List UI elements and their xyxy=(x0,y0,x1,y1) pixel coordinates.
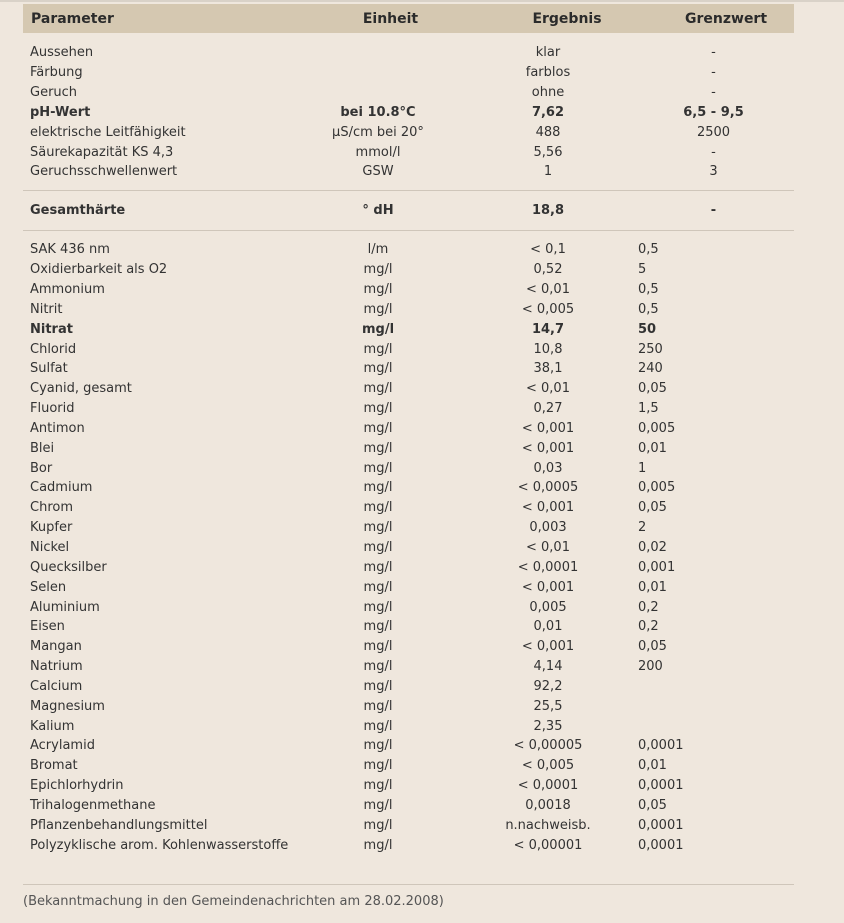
cell-einheit: mg/l xyxy=(363,599,393,615)
cell-grenzwert: 0,0001 xyxy=(638,738,684,754)
cell-parameter: Antimon xyxy=(30,420,85,436)
cell-ergebnis: 1 xyxy=(543,164,553,180)
cell-ergebnis: 18,8 xyxy=(531,203,565,219)
cell-grenzwert: 0,01 xyxy=(638,579,667,595)
table-row xyxy=(23,122,794,142)
cell-einheit: mg/l xyxy=(363,738,393,754)
cell-grenzwert: 2 xyxy=(638,520,647,536)
cell-einheit: mg/l xyxy=(363,579,393,595)
cell-parameter: Acrylamid xyxy=(30,738,95,754)
cell-parameter: Magnesium xyxy=(30,698,105,714)
cell-grenzwert: 0,05 xyxy=(638,500,667,516)
table-row xyxy=(23,835,794,855)
cell-ergebnis: < 0,005 xyxy=(521,758,575,774)
cell-ergebnis: 0,03 xyxy=(533,460,563,476)
cell-einheit: mg/l xyxy=(363,659,393,675)
cell-einheit: mg/l xyxy=(363,381,393,397)
table-row xyxy=(23,577,794,597)
table-row xyxy=(23,796,794,816)
cell-einheit: mg/l xyxy=(363,758,393,774)
table-row xyxy=(23,142,794,162)
cell-ergebnis: < 0,001 xyxy=(521,579,575,595)
cell-grenzwert: 0,0001 xyxy=(638,817,684,833)
cell-grenzwert: - xyxy=(711,144,716,160)
cell-ergebnis: 488 xyxy=(535,124,561,140)
section-physical xyxy=(23,43,794,182)
cell-ergebnis: < 0,001 xyxy=(521,440,575,456)
table-row xyxy=(23,240,794,260)
cell-ergebnis: 25,5 xyxy=(533,698,563,714)
footer-divider xyxy=(23,884,794,885)
table-row xyxy=(23,776,794,796)
cell-grenzwert: 2500 xyxy=(696,124,731,140)
cell-ergebnis: 0,0018 xyxy=(525,797,571,813)
cell-grenzwert: 200 xyxy=(638,659,663,675)
cell-parameter: Chrom xyxy=(30,500,73,516)
cell-grenzwert: 0,01 xyxy=(638,440,667,456)
table-row xyxy=(23,43,794,63)
table-row xyxy=(23,63,794,83)
cell-parameter: pH-Wert xyxy=(30,104,91,120)
cell-grenzwert: 0,5 xyxy=(638,301,659,317)
table-row xyxy=(23,597,794,617)
cell-parameter: Trihalogenmethane xyxy=(30,797,156,813)
cell-grenzwert: 0,5 xyxy=(638,242,659,258)
cell-ergebnis: 7,62 xyxy=(531,104,565,120)
cell-parameter: Cyanid, gesamt xyxy=(30,381,132,397)
cell-einheit: mg/l xyxy=(363,559,393,575)
cell-ergebnis: < 0,1 xyxy=(530,242,566,258)
cell-parameter: Geruchsschwellenwert xyxy=(30,164,178,180)
cell-einheit: mg/l xyxy=(363,262,393,278)
cell-parameter: Nitrit xyxy=(30,301,63,317)
cell-grenzwert: 0,001 xyxy=(638,559,676,575)
cell-parameter: SAK 436 nm xyxy=(30,242,110,258)
cell-ergebnis: 0,003 xyxy=(529,520,567,536)
cell-einheit: GSW xyxy=(362,164,394,180)
table-row xyxy=(23,637,794,657)
cell-parameter: Sulfat xyxy=(30,361,68,377)
cell-parameter: Gesamthärte xyxy=(30,203,126,219)
cell-parameter: Eisen xyxy=(30,619,65,635)
cell-einheit: mg/l xyxy=(363,401,393,417)
water-analysis-table xyxy=(23,4,794,855)
cell-einheit: mg/l xyxy=(363,480,393,496)
cell-ergebnis: klar xyxy=(535,45,561,61)
cell-parameter: Oxidierbarkeit als O2 xyxy=(30,262,168,278)
cell-parameter: Kalium xyxy=(30,718,75,734)
table-row xyxy=(23,201,794,221)
cell-grenzwert: 3 xyxy=(709,164,718,180)
cell-einheit: mg/l xyxy=(361,321,395,337)
cell-einheit: mg/l xyxy=(363,698,393,714)
table-row xyxy=(23,399,794,419)
cell-parameter: Färbung xyxy=(30,65,83,81)
table-row xyxy=(23,260,794,280)
cell-ergebnis: 10,8 xyxy=(533,341,563,357)
table-row xyxy=(23,657,794,677)
table-row xyxy=(23,676,794,696)
cell-parameter: Fluorid xyxy=(30,401,75,417)
cell-einheit: mg/l xyxy=(363,639,393,655)
cell-ergebnis: 38,1 xyxy=(533,361,563,377)
cell-grenzwert: - xyxy=(710,203,717,219)
cell-grenzwert: - xyxy=(711,45,716,61)
cell-grenzwert: 0,005 xyxy=(638,420,676,436)
cell-parameter: Pflanzenbehandlungsmittel xyxy=(30,817,208,833)
table-row xyxy=(23,162,794,182)
cell-parameter: Quecksilber xyxy=(30,559,107,575)
cell-ergebnis: n.nachweisb. xyxy=(505,817,591,833)
cell-parameter: Aussehen xyxy=(30,45,94,61)
footer-note: (Bekanntmachung in den Gemeindenachrichten am 28.02.2008) xyxy=(23,894,444,909)
cell-parameter: Epichlorhydrin xyxy=(30,778,124,794)
header-einheit: Einheit xyxy=(362,10,419,27)
cell-einheit: µS/cm bei 20° xyxy=(332,124,424,140)
cell-ergebnis: 92,2 xyxy=(533,678,563,694)
section-chemical xyxy=(23,230,794,855)
table-row xyxy=(23,83,794,103)
cell-grenzwert: 50 xyxy=(638,321,657,337)
header-grenzwert: Grenzwert xyxy=(685,10,768,27)
cell-parameter: Blei xyxy=(30,440,55,456)
table-row xyxy=(23,756,794,776)
cell-grenzwert: 0,05 xyxy=(638,797,667,813)
cell-grenzwert: 6,5 - 9,5 xyxy=(683,104,744,120)
cell-grenzwert: 0,2 xyxy=(638,599,659,615)
cell-einheit: bei 10.8°C xyxy=(340,104,416,120)
table-row xyxy=(23,498,794,518)
table-row xyxy=(23,696,794,716)
cell-ergebnis: ohne xyxy=(531,85,565,101)
cell-ergebnis: < 0,01 xyxy=(526,381,570,397)
cell-parameter: Säurekapazität KS 4,3 xyxy=(30,144,174,160)
cell-grenzwert: 0,0001 xyxy=(638,837,684,853)
cell-einheit: l/m xyxy=(367,242,389,258)
table-row xyxy=(23,815,794,835)
cell-parameter: Cadmium xyxy=(30,480,93,496)
cell-parameter: Ammonium xyxy=(30,282,105,298)
table-header xyxy=(23,4,794,33)
header-parameter: Parameter xyxy=(31,10,114,27)
section-hardness xyxy=(23,190,794,221)
cell-ergebnis: < 0,0001 xyxy=(517,559,579,575)
cell-einheit: mg/l xyxy=(363,500,393,516)
cell-parameter: Chlorid xyxy=(30,341,77,357)
cell-ergebnis: < 0,0005 xyxy=(517,480,579,496)
table-row xyxy=(23,557,794,577)
cell-parameter: Nickel xyxy=(30,539,70,555)
cell-ergebnis: 0,005 xyxy=(529,599,567,615)
cell-parameter: Polyzyklische arom. Kohlenwasserstoffe xyxy=(30,837,289,853)
cell-parameter: Kupfer xyxy=(30,520,73,536)
cell-grenzwert: 0,0001 xyxy=(638,778,684,794)
cell-einheit: mmol/l xyxy=(355,144,401,160)
cell-ergebnis: < 0,00001 xyxy=(513,837,583,853)
cell-ergebnis: 2,35 xyxy=(533,718,563,734)
cell-einheit: mg/l xyxy=(363,341,393,357)
cell-einheit: mg/l xyxy=(363,718,393,734)
cell-grenzwert: 0,5 xyxy=(638,282,659,298)
table-row xyxy=(23,339,794,359)
cell-grenzwert: 240 xyxy=(638,361,663,377)
table-row xyxy=(23,438,794,458)
cell-einheit: mg/l xyxy=(363,520,393,536)
table-row xyxy=(23,359,794,379)
cell-ergebnis: < 0,01 xyxy=(526,282,570,298)
cell-grenzwert: 0,01 xyxy=(638,758,667,774)
cell-parameter: Mangan xyxy=(30,639,82,655)
cell-ergebnis: < 0,001 xyxy=(521,420,575,436)
cell-grenzwert: 1 xyxy=(638,460,647,476)
cell-einheit: mg/l xyxy=(363,282,393,298)
cell-parameter: Geruch xyxy=(30,85,78,101)
table-row xyxy=(23,319,794,339)
cell-einheit: mg/l xyxy=(363,619,393,635)
cell-parameter: elektrische Leitfähigkeit xyxy=(30,124,186,140)
cell-parameter: Natrium xyxy=(30,659,83,675)
cell-einheit: mg/l xyxy=(363,778,393,794)
header-ergebnis: Ergebnis xyxy=(532,10,602,27)
cell-ergebnis: 0,52 xyxy=(533,262,563,278)
cell-grenzwert: 0,2 xyxy=(638,619,659,635)
cell-parameter: Bromat xyxy=(30,758,78,774)
table-row xyxy=(23,280,794,300)
cell-einheit: ° dH xyxy=(362,203,394,219)
cell-grenzwert: 1,5 xyxy=(638,401,659,417)
cell-einheit: mg/l xyxy=(363,361,393,377)
cell-einheit: mg/l xyxy=(363,420,393,436)
cell-grenzwert: 0,05 xyxy=(638,639,667,655)
table-row xyxy=(23,478,794,498)
cell-ergebnis: < 0,0001 xyxy=(517,778,579,794)
cell-grenzwert: - xyxy=(711,65,716,81)
cell-ergebnis: < 0,01 xyxy=(526,539,570,555)
cell-ergebnis: < 0,00005 xyxy=(513,738,583,754)
table-row xyxy=(23,299,794,319)
table-row xyxy=(23,458,794,478)
cell-parameter: Calcium xyxy=(30,678,83,694)
cell-einheit: mg/l xyxy=(363,440,393,456)
cell-einheit: mg/l xyxy=(363,797,393,813)
cell-grenzwert: 0,005 xyxy=(638,480,676,496)
cell-grenzwert: 5 xyxy=(638,262,647,278)
cell-ergebnis: farblos xyxy=(525,65,571,81)
table-row xyxy=(23,103,794,123)
top-divider xyxy=(0,0,844,2)
cell-einheit: mg/l xyxy=(363,460,393,476)
cell-ergebnis: < 0,001 xyxy=(521,639,575,655)
cell-ergebnis: 4,14 xyxy=(533,659,563,675)
cell-einheit: mg/l xyxy=(363,678,393,694)
cell-ergebnis: 0,01 xyxy=(533,619,563,635)
cell-einheit: mg/l xyxy=(363,817,393,833)
cell-parameter: Aluminium xyxy=(30,599,100,615)
table-row xyxy=(23,736,794,756)
table-row xyxy=(23,538,794,558)
cell-einheit: mg/l xyxy=(363,301,393,317)
cell-einheit: mg/l xyxy=(363,539,393,555)
cell-grenzwert: 0,05 xyxy=(638,381,667,397)
cell-ergebnis: < 0,005 xyxy=(521,301,575,317)
cell-parameter: Bor xyxy=(30,460,53,476)
cell-ergebnis: 5,56 xyxy=(533,144,563,160)
cell-ergebnis: < 0,001 xyxy=(521,500,575,516)
cell-grenzwert: - xyxy=(711,85,716,101)
table-row xyxy=(23,518,794,538)
cell-ergebnis: 14,7 xyxy=(531,321,565,337)
table-row xyxy=(23,617,794,637)
cell-grenzwert: 0,02 xyxy=(638,539,667,555)
cell-ergebnis: 0,27 xyxy=(533,401,563,417)
cell-parameter: Nitrat xyxy=(30,321,73,337)
cell-parameter: Selen xyxy=(30,579,67,595)
table-row xyxy=(23,419,794,439)
table-row xyxy=(23,716,794,736)
cell-grenzwert: 250 xyxy=(638,341,663,357)
table-row xyxy=(23,379,794,399)
cell-einheit: mg/l xyxy=(363,837,393,853)
